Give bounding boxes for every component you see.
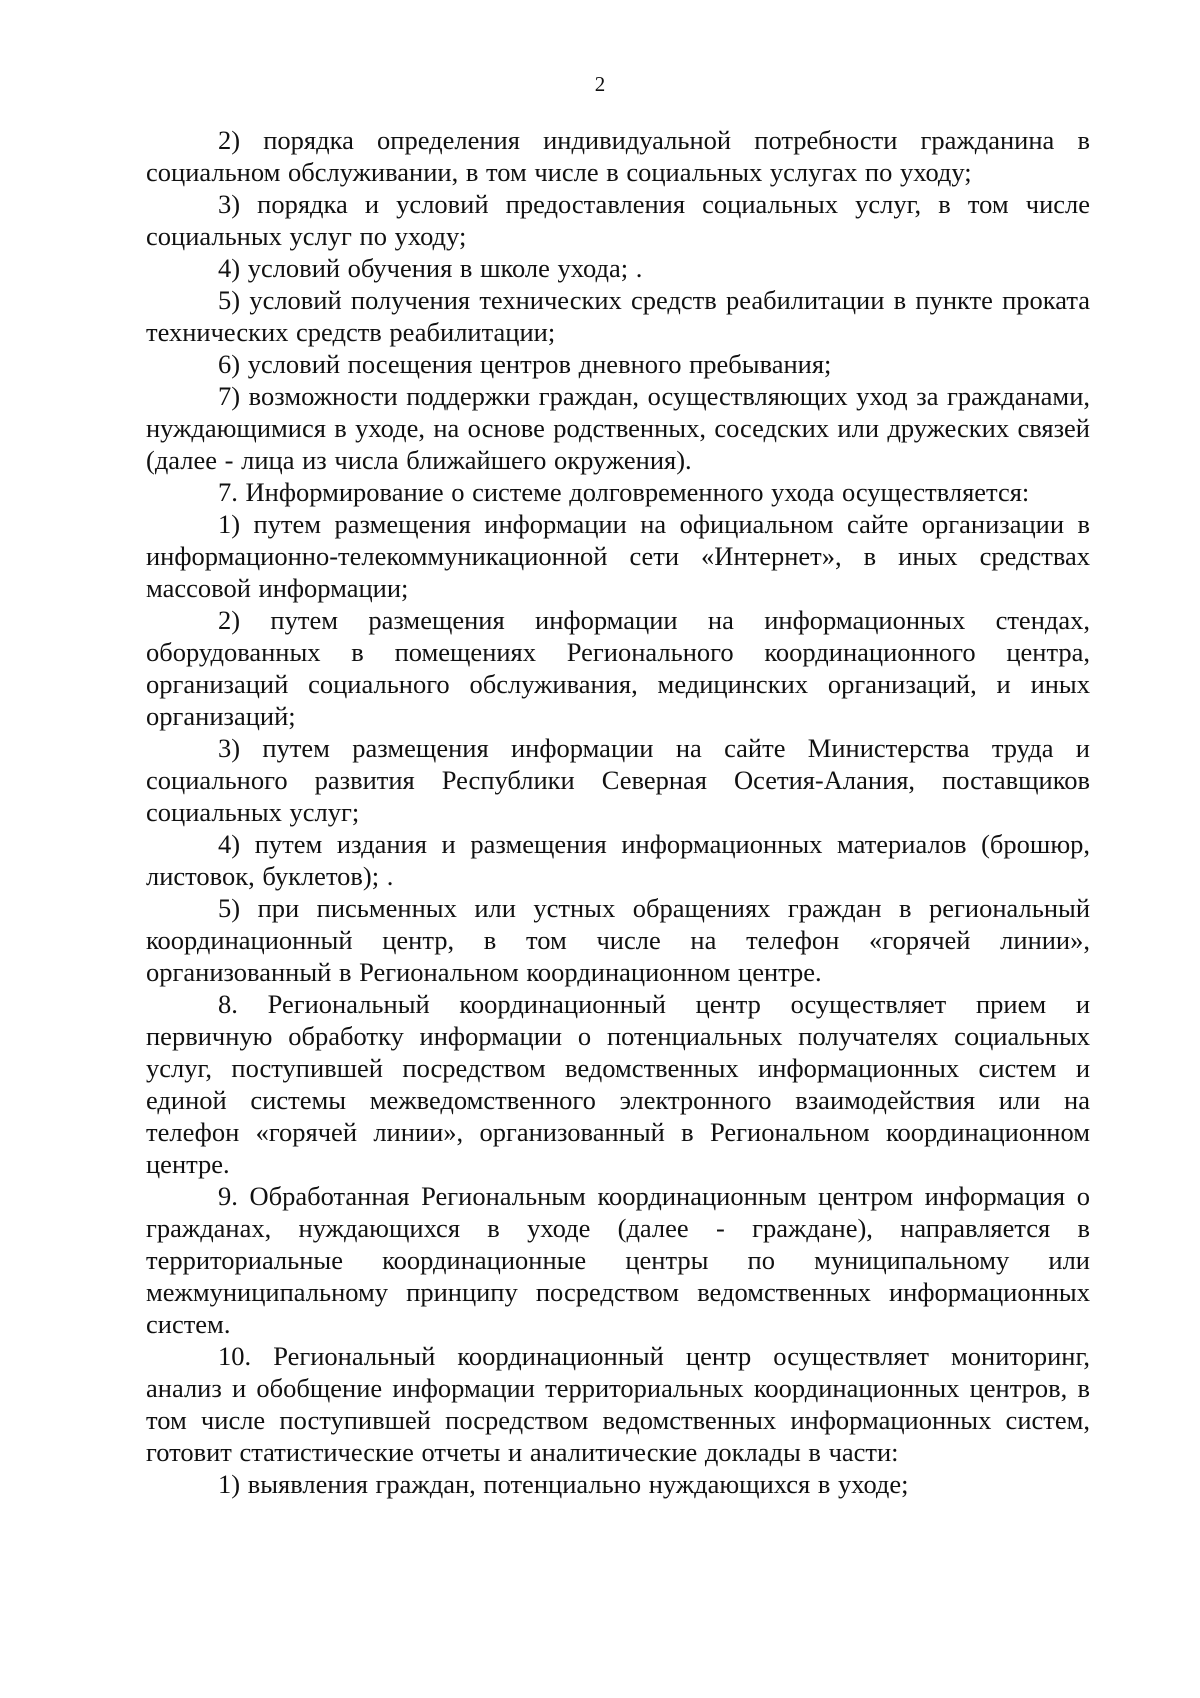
section-7-item-1: 1) путем размещения информации на официальном сайте организации в информационно-телекоммуникационной сети «Интернет», в иных средствах массовой информации; bbox=[146, 509, 1090, 603]
section-7-heading: 7. Информирование о системе долговременного ухода осуществляется: bbox=[218, 477, 1030, 507]
section-10-item-1: 1) выявления граждан, потенциально нуждающихся в уходе; bbox=[218, 1469, 909, 1499]
section-7-item-2: 2) путем размещения информации на информационных стендах, оборудованных в помещениях Регионального координационного центра, организаций социального обслуживания, медицинских организаций, и иных организаций; bbox=[146, 605, 1090, 731]
paragraph-item-7: 7) возможности поддержки граждан, осуществляющих уход за гражданами, нуждающимися в уходе, на основе родственных, соседских или дружеских связей (далее - лица из числа ближайшего окружения). bbox=[146, 381, 1090, 475]
document-body bbox=[146, 124, 1090, 1500]
paragraph-item-6: 6) условий посещения центров дневного пребывания; bbox=[218, 349, 832, 379]
page-number: 2 bbox=[594, 72, 606, 96]
section-8: 8. Региональный координационный центр осуществляет прием и первичную обработку информации о потенциальных получателях социальных услуг, поступившей посредством ведомственных информационных систем и единой системы межведомственного электронного взаимодействия или на телефон «горячей линии», организованный в Региональном координационном центре. bbox=[146, 989, 1090, 1179]
section-7-item-4: 4) путем издания и размещения информационных материалов (брошюр, листовок, буклетов); . bbox=[146, 829, 1090, 891]
paragraph-item-4: 4) условий обучения в школе ухода; . bbox=[218, 253, 643, 283]
paragraph-item-2: 2) порядка определения индивидуальной потребности гражданина в социальном обслуживании, в том числе в социальных услугах по уходу; bbox=[146, 125, 1090, 187]
section-10: 10. Региональный координационный центр осуществляет мониторинг, анализ и обобщение информации территориальных координационных центров, в том числе поступившей посредством ведомственных информационных систем, готовит статистические отчеты и аналитические доклады в части: bbox=[146, 1341, 1090, 1467]
section-7-item-5: 5) при письменных или устных обращениях граждан в региональный координационный центр, в том числе на телефон «горячей линии», организованный в Региональном координационном центре. bbox=[146, 893, 1090, 987]
paragraph-item-5: 5) условий получения технических средств реабилитации в пункте проката технических средств реабилитации; bbox=[146, 285, 1090, 347]
section-9: 9. Обработанная Региональным координационным центром информация о гражданах, нуждающихся в уходе (далее - граждане), направляется в территориальные координационные центры по муниципальному или межмуниципальному принципу посредством ведомственных информационных систем. bbox=[146, 1181, 1090, 1339]
paragraph-item-3: 3) порядка и условий предоставления социальных услуг, в том числе социальных услуг по уходу; bbox=[146, 189, 1090, 251]
section-7-item-3: 3) путем размещения информации на сайте Министерства труда и социального развития Республики Северная Осетия-Алания, поставщиков социальных услуг; bbox=[146, 733, 1090, 827]
